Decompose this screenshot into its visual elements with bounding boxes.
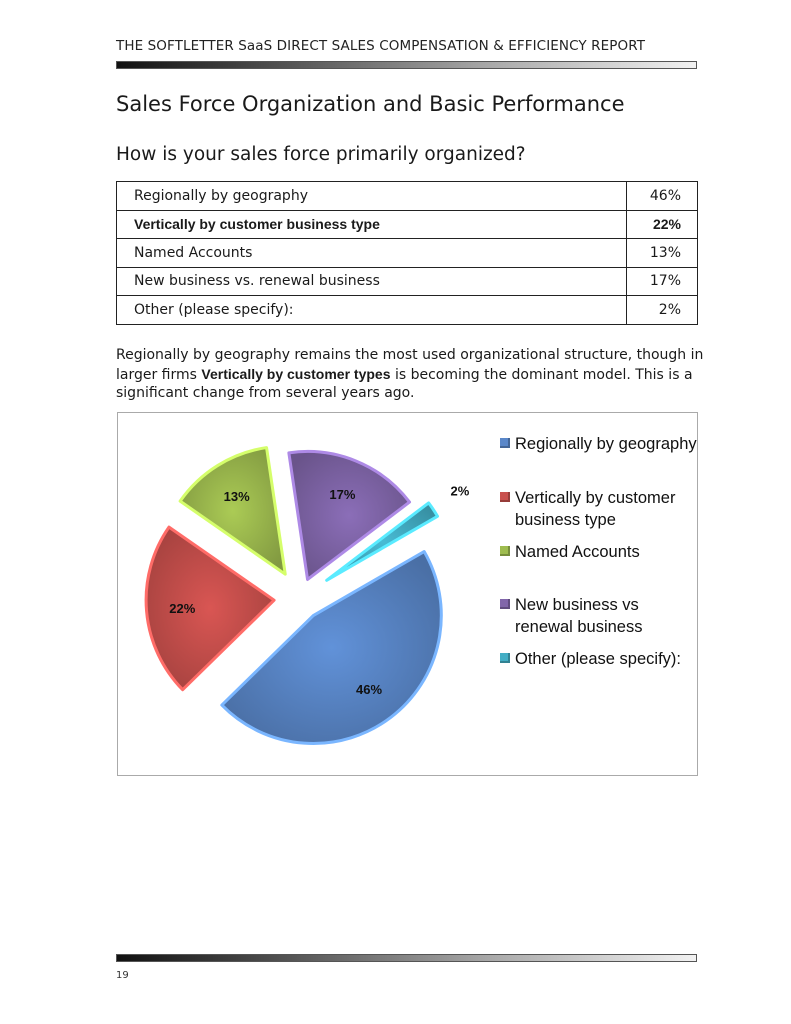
row-label: Other (please specify): [117, 296, 627, 325]
pie-data-label: 13% [223, 488, 250, 504]
pie-slice [222, 552, 441, 744]
paragraph-text-2: is becoming the dominant model. This is a significant change from several years ago. [116, 366, 693, 401]
legend-label: New business vs renewal business [515, 596, 643, 636]
row-label: Named Accounts [117, 239, 627, 268]
legend-marker [500, 492, 510, 502]
legend-item [500, 648, 700, 670]
pie-data-label: 2% [450, 483, 470, 499]
pie-data-label: 22% [169, 600, 196, 616]
row-label: Vertically by customer business type [117, 210, 627, 239]
row-label: New business vs. renewal business [117, 267, 627, 296]
legend-label: Vertically by customer business type [515, 489, 676, 529]
legend-item [500, 487, 700, 531]
legend-marker [500, 546, 510, 556]
paragraph-text-1: Regionally by geography remains the most used organizational structure, though in larger firms [116, 347, 704, 383]
footer-gradient-bar [116, 954, 697, 962]
legend-marker [500, 438, 510, 448]
row-value: 13% [627, 239, 698, 268]
page-number: 19 [116, 970, 129, 981]
pie-slice [289, 451, 410, 579]
legend-item [500, 541, 700, 563]
row-value: 22% [627, 210, 698, 239]
question-heading: How is your sales force primarily organized? [116, 144, 526, 165]
legend-marker [500, 653, 510, 663]
section-title: Sales Force Organization and Basic Performance [116, 92, 625, 116]
page-header-title: THE SOFTLETTER SaaS DIRECT SALES COMPENSATION & EFFICIENCY REPORT [116, 38, 646, 54]
row-value: 2% [627, 296, 698, 325]
pie-data-label: 17% [329, 487, 356, 503]
legend-marker [500, 599, 510, 609]
legend-label: Regionally by geography [515, 435, 697, 453]
row-label: Regionally by geography [117, 182, 627, 211]
paragraph-bold-text: Vertically by customer types [201, 365, 391, 382]
legend-label: Other (please specify): [515, 650, 681, 668]
row-value: 17% [627, 267, 698, 296]
legend-label: Named Accounts [515, 543, 640, 561]
row-value: 46% [627, 182, 698, 211]
legend-item [500, 433, 700, 455]
pie-data-label: 46% [356, 681, 383, 697]
legend-item [500, 594, 700, 638]
